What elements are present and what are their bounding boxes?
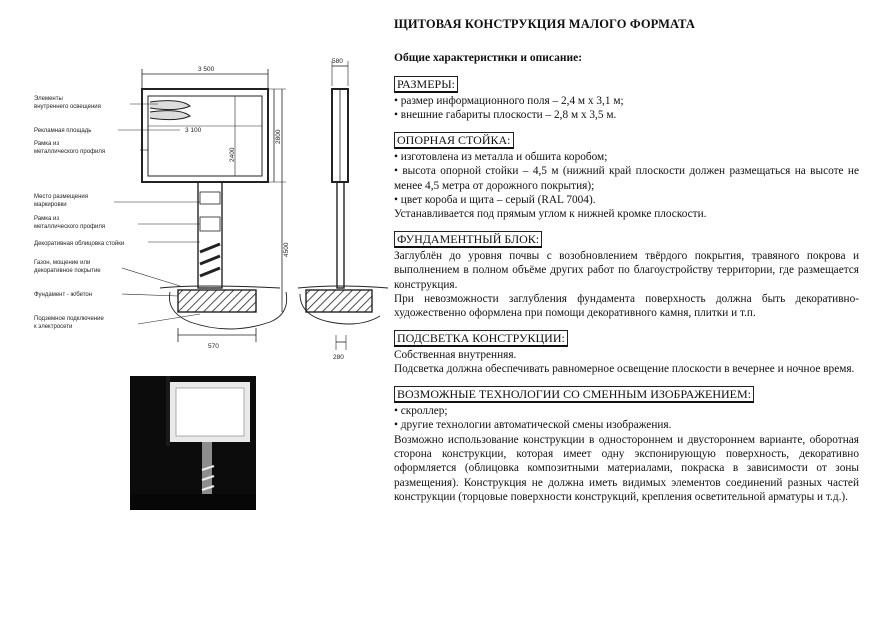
section-foundation (394, 231, 859, 321)
callout-label: Газон, мощение или (34, 260, 91, 266)
page-title: ЩИТОВАЯ КОНСТРУКЦИЯ МАЛОГО ФОРМАТА (394, 17, 696, 31)
section-line: • внешние габариты плоскости – 2,8 м х 3,5 м. (394, 109, 617, 122)
callout-label: Элементы (34, 96, 63, 102)
section-line: • другие технологии автоматической смены изображения. (394, 419, 672, 432)
callout-label: Рекламная площадь (34, 128, 92, 134)
callout-label: Подземное подключение (34, 316, 104, 322)
callout-label: металлического профиля (34, 149, 106, 155)
section-line: При невозможности заглубления фундамента поверхность должна быть декоративно-художественно оформлена при помощи декоративного камня, плитки и т.п. (394, 293, 859, 320)
section-heading: РАЗМЕРЫ: (394, 76, 458, 93)
callout-label: маркировки (34, 202, 67, 208)
front-view (142, 69, 287, 342)
section-line: • цвет короба и щита – серый (RAL 7004). (394, 194, 596, 207)
callout-labels (34, 96, 124, 330)
callout-label: металлического профиля (34, 224, 106, 230)
section-line: Устанавливается под прямым углом к нижней кромке плоскости. (394, 208, 707, 221)
description-column (394, 17, 859, 514)
dim-width-top: 3 500 (198, 66, 215, 73)
dim-field-width: 3 100 (185, 127, 202, 134)
dim-field-height: 2400 (229, 147, 236, 162)
callout-label: декоративное покрытие (34, 268, 101, 274)
section-line: • изготовлена из металла и обшита коробом; (394, 150, 608, 163)
dim-post-height: 4500 (283, 242, 290, 257)
side-view (298, 61, 388, 350)
section-heading: ФУНДАМЕНТНЫЙ БЛОК: (394, 231, 542, 248)
callout-label: Декоративная облицовка стойки (34, 241, 125, 247)
billboard-photo (130, 376, 256, 510)
section-line: Подсветка должна обеспечивать равномерное освещение плоскости в вечернее и ночное время. (394, 363, 855, 376)
section-line: • размер информационного поля – 2,4 м х 3,1 м; (394, 95, 624, 107)
section-heading: ПОДСВЕТКА КОНСТРУКЦИИ: (394, 330, 568, 347)
callout-label: Фундамент - ж/бетон (34, 292, 93, 298)
section-sizes (394, 76, 859, 123)
section-technologies (394, 386, 859, 505)
callout-label: внутреннего освещения (34, 104, 101, 110)
dim-depth-top: 580 (332, 58, 343, 65)
section-line: Возможно использование конструкции в одностороннем и двустороннем варианте, оборотная сторона конструкции, которая имеет одну экспонирующую поверхность, декоративно оформляется (облицовка композитными материалами, покраска в зависимости от зоны размещения). Конструкция не должна иметь видимых элементов соединений разных частей конструкции (торцовые поверхности конструкций, крепления осветительной арматуры и т.д.). (394, 433, 859, 504)
section-lighting (394, 330, 859, 377)
section-heading: ВОЗМОЖНЫЕ ТЕХНОЛОГИИ СО СМЕННЫМ ИЗОБРАЖЕНИЕМ: (394, 386, 754, 403)
callout-label: Рамка из (34, 216, 60, 222)
dim-base-width: 570 (208, 343, 219, 350)
callout-label: к электросети (34, 324, 73, 330)
page-subtitle: Общие характеристики и описание: (394, 52, 583, 64)
callout-label: Место размещения (34, 194, 89, 200)
callout-label: Рамка из (34, 141, 60, 147)
technical-drawing (30, 52, 390, 372)
section-line: • высота опорной стойки – 4,5 м (нижний край плоскости должен размещаться на высоте не менее 4,5 метра от дорожного покрытия); (394, 165, 859, 192)
section-line: Заглублён до уровня почвы с возобновлением твёрдого покрытия, травяного покрова и выполнением в полном объёме других работ по благоустройству территории, где размещается конструкция. (394, 249, 859, 291)
section-line: • скроллер; (394, 404, 448, 417)
dim-panel-height: 2800 (275, 129, 282, 144)
dim-base-depth: 280 (333, 354, 344, 361)
section-support-post (394, 132, 859, 222)
section-heading: ОПОРНАЯ СТОЙКА: (394, 132, 514, 149)
section-line: Собственная внутренняя. (394, 348, 517, 361)
